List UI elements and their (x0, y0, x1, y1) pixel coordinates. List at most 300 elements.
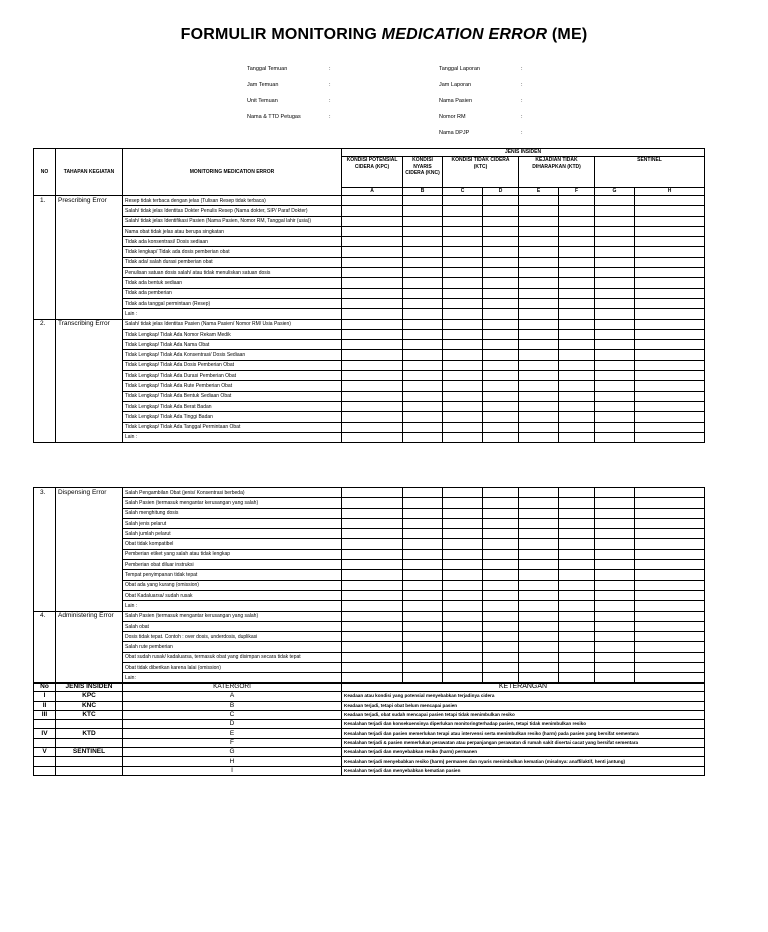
entry-cell[interactable] (595, 580, 635, 590)
entry-cell[interactable] (483, 350, 519, 360)
entry-cell[interactable] (483, 539, 519, 549)
entry-cell[interactable] (403, 278, 443, 288)
entry-cell[interactable] (403, 611, 443, 621)
entry-cell[interactable] (403, 498, 443, 508)
entry-cell[interactable] (342, 268, 403, 278)
entry-cell[interactable] (443, 498, 483, 508)
entry-cell[interactable] (595, 360, 635, 370)
entry-cell[interactable] (483, 642, 519, 652)
entry-cell[interactable] (635, 652, 705, 662)
entry-cell[interactable] (342, 298, 403, 308)
entry-cell[interactable] (342, 237, 403, 247)
entry-cell[interactable] (342, 663, 403, 673)
entry-cell[interactable] (483, 529, 519, 539)
entry-cell[interactable] (635, 570, 705, 580)
entry-cell[interactable] (595, 412, 635, 422)
entry-cell[interactable] (559, 206, 595, 216)
entry-cell[interactable] (483, 278, 519, 288)
entry-cell[interactable] (483, 196, 519, 206)
entry-cell[interactable] (342, 216, 403, 226)
entry-cell[interactable] (342, 288, 403, 298)
entry-cell[interactable] (519, 257, 559, 267)
entry-cell[interactable] (403, 309, 443, 319)
entry-cell[interactable] (403, 642, 443, 652)
entry-cell[interactable] (559, 298, 595, 308)
entry-cell[interactable] (635, 432, 705, 442)
entry-cell[interactable] (559, 632, 595, 642)
entry-cell[interactable] (519, 371, 559, 381)
entry-cell[interactable] (403, 401, 443, 411)
entry-cell[interactable] (635, 319, 705, 329)
entry-cell[interactable] (403, 298, 443, 308)
entry-cell[interactable] (403, 549, 443, 559)
entry-cell[interactable] (519, 518, 559, 528)
entry-cell[interactable] (403, 206, 443, 216)
entry-cell[interactable] (559, 508, 595, 518)
entry-cell[interactable] (559, 401, 595, 411)
entry-cell[interactable] (443, 621, 483, 631)
entry-cell[interactable] (595, 278, 635, 288)
entry-cell[interactable] (635, 237, 705, 247)
entry-cell[interactable] (342, 611, 403, 621)
entry-cell[interactable] (483, 226, 519, 236)
entry-cell[interactable] (483, 288, 519, 298)
entry-cell[interactable] (483, 329, 519, 339)
entry-cell[interactable] (403, 601, 443, 611)
entry-cell[interactable] (635, 268, 705, 278)
entry-cell[interactable] (595, 590, 635, 600)
entry-cell[interactable] (595, 570, 635, 580)
entry-cell[interactable] (483, 247, 519, 257)
entry-cell[interactable] (635, 371, 705, 381)
entry-cell[interactable] (483, 298, 519, 308)
entry-cell[interactable] (519, 560, 559, 570)
entry-cell[interactable] (443, 319, 483, 329)
entry-cell[interactable] (483, 590, 519, 600)
entry-cell[interactable] (342, 498, 403, 508)
entry-cell[interactable] (595, 381, 635, 391)
entry-cell[interactable] (595, 329, 635, 339)
entry-cell[interactable] (635, 412, 705, 422)
entry-cell[interactable] (519, 247, 559, 257)
entry-cell[interactable] (403, 422, 443, 432)
entry-cell[interactable] (483, 560, 519, 570)
entry-cell[interactable] (559, 621, 595, 631)
entry-cell[interactable] (403, 371, 443, 381)
entry-cell[interactable] (519, 549, 559, 559)
entry-cell[interactable] (443, 216, 483, 226)
entry-cell[interactable] (403, 560, 443, 570)
entry-cell[interactable] (483, 237, 519, 247)
entry-cell[interactable] (559, 257, 595, 267)
entry-cell[interactable] (635, 226, 705, 236)
entry-cell[interactable] (559, 488, 595, 498)
entry-cell[interactable] (443, 580, 483, 590)
entry-cell[interactable] (635, 642, 705, 652)
entry-cell[interactable] (595, 652, 635, 662)
entry-cell[interactable] (342, 508, 403, 518)
entry-cell[interactable] (483, 371, 519, 381)
entry-cell[interactable] (595, 196, 635, 206)
entry-cell[interactable] (342, 196, 403, 206)
entry-cell[interactable] (595, 268, 635, 278)
entry-cell[interactable] (595, 539, 635, 549)
entry-cell[interactable] (559, 329, 595, 339)
entry-cell[interactable] (635, 360, 705, 370)
entry-cell[interactable] (342, 590, 403, 600)
entry-cell[interactable] (595, 488, 635, 498)
entry-cell[interactable] (342, 580, 403, 590)
entry-cell[interactable] (595, 257, 635, 267)
entry-cell[interactable] (595, 226, 635, 236)
entry-cell[interactable] (403, 570, 443, 580)
entry-cell[interactable] (559, 391, 595, 401)
entry-cell[interactable] (342, 652, 403, 662)
entry-cell[interactable] (635, 340, 705, 350)
entry-cell[interactable] (443, 206, 483, 216)
entry-cell[interactable] (595, 432, 635, 442)
entry-cell[interactable] (483, 412, 519, 422)
entry-cell[interactable] (519, 309, 559, 319)
entry-cell[interactable] (519, 580, 559, 590)
entry-cell[interactable] (403, 580, 443, 590)
entry-cell[interactable] (403, 288, 443, 298)
entry-cell[interactable] (342, 539, 403, 549)
entry-cell[interactable] (443, 529, 483, 539)
entry-cell[interactable] (595, 508, 635, 518)
entry-cell[interactable] (403, 518, 443, 528)
entry-cell[interactable] (635, 488, 705, 498)
entry-cell[interactable] (595, 642, 635, 652)
entry-cell[interactable] (443, 350, 483, 360)
entry-cell[interactable] (483, 401, 519, 411)
entry-cell[interactable] (559, 611, 595, 621)
entry-cell[interactable] (595, 319, 635, 329)
entry-cell[interactable] (342, 601, 403, 611)
entry-cell[interactable] (342, 226, 403, 236)
entry-cell[interactable] (519, 508, 559, 518)
entry-cell[interactable] (403, 412, 443, 422)
entry-cell[interactable] (403, 391, 443, 401)
entry-cell[interactable] (443, 601, 483, 611)
entry-cell[interactable] (403, 621, 443, 631)
entry-cell[interactable] (595, 206, 635, 216)
entry-cell[interactable] (635, 288, 705, 298)
entry-cell[interactable] (559, 560, 595, 570)
entry-cell[interactable] (635, 350, 705, 360)
entry-cell[interactable] (483, 518, 519, 528)
entry-cell[interactable] (519, 422, 559, 432)
entry-cell[interactable] (342, 529, 403, 539)
entry-cell[interactable] (559, 226, 595, 236)
entry-cell[interactable] (342, 560, 403, 570)
entry-cell[interactable] (403, 319, 443, 329)
entry-cell[interactable] (443, 570, 483, 580)
entry-cell[interactable] (342, 549, 403, 559)
entry-cell[interactable] (595, 601, 635, 611)
entry-cell[interactable] (443, 247, 483, 257)
entry-cell[interactable] (483, 498, 519, 508)
entry-cell[interactable] (403, 663, 443, 673)
entry-cell[interactable] (559, 278, 595, 288)
entry-cell[interactable] (403, 257, 443, 267)
entry-cell[interactable] (519, 196, 559, 206)
entry-cell[interactable] (483, 663, 519, 673)
entry-cell[interactable] (342, 371, 403, 381)
entry-cell[interactable] (519, 601, 559, 611)
entry-cell[interactable] (559, 580, 595, 590)
entry-cell[interactable] (342, 632, 403, 642)
entry-cell[interactable] (443, 268, 483, 278)
entry-cell[interactable] (559, 570, 595, 580)
entry-cell[interactable] (519, 498, 559, 508)
entry-cell[interactable] (342, 278, 403, 288)
entry-cell[interactable] (443, 196, 483, 206)
entry-cell[interactable] (559, 642, 595, 652)
entry-cell[interactable] (559, 319, 595, 329)
entry-cell[interactable] (519, 298, 559, 308)
entry-cell[interactable] (443, 329, 483, 339)
entry-cell[interactable] (443, 371, 483, 381)
entry-cell[interactable] (635, 560, 705, 570)
entry-cell[interactable] (595, 340, 635, 350)
entry-cell[interactable] (443, 298, 483, 308)
entry-cell[interactable] (403, 247, 443, 257)
entry-cell[interactable] (403, 539, 443, 549)
entry-cell[interactable] (519, 570, 559, 580)
entry-cell[interactable] (595, 549, 635, 559)
entry-cell[interactable] (635, 401, 705, 411)
entry-cell[interactable] (519, 350, 559, 360)
entry-cell[interactable] (559, 601, 595, 611)
entry-cell[interactable] (635, 278, 705, 288)
entry-cell[interactable] (403, 216, 443, 226)
entry-cell[interactable] (443, 309, 483, 319)
entry-cell[interactable] (342, 319, 403, 329)
entry-cell[interactable] (635, 663, 705, 673)
entry-cell[interactable] (342, 518, 403, 528)
entry-cell[interactable] (519, 642, 559, 652)
entry-cell[interactable] (443, 340, 483, 350)
entry-cell[interactable] (559, 590, 595, 600)
entry-cell[interactable] (595, 560, 635, 570)
entry-cell[interactable] (443, 360, 483, 370)
entry-cell[interactable] (595, 237, 635, 247)
entry-cell[interactable] (559, 309, 595, 319)
entry-cell[interactable] (443, 611, 483, 621)
entry-cell[interactable] (483, 319, 519, 329)
entry-cell[interactable] (403, 340, 443, 350)
entry-cell[interactable] (635, 391, 705, 401)
entry-cell[interactable] (595, 621, 635, 631)
entry-cell[interactable] (342, 422, 403, 432)
entry-cell[interactable] (519, 590, 559, 600)
entry-cell[interactable] (483, 632, 519, 642)
entry-cell[interactable] (443, 560, 483, 570)
entry-cell[interactable] (595, 216, 635, 226)
entry-cell[interactable] (443, 288, 483, 298)
entry-cell[interactable] (483, 391, 519, 401)
entry-cell[interactable] (635, 621, 705, 631)
entry-cell[interactable] (559, 247, 595, 257)
entry-cell[interactable] (559, 216, 595, 226)
entry-cell[interactable] (519, 621, 559, 631)
entry-cell[interactable] (483, 206, 519, 216)
entry-cell[interactable] (443, 508, 483, 518)
entry-cell[interactable] (635, 580, 705, 590)
entry-cell[interactable] (483, 268, 519, 278)
entry-cell[interactable] (342, 206, 403, 216)
entry-cell[interactable] (635, 381, 705, 391)
entry-cell[interactable] (519, 401, 559, 411)
entry-cell[interactable] (342, 391, 403, 401)
entry-cell[interactable] (443, 518, 483, 528)
entry-cell[interactable] (559, 422, 595, 432)
entry-cell[interactable] (519, 216, 559, 226)
entry-cell[interactable] (443, 412, 483, 422)
entry-cell[interactable] (559, 381, 595, 391)
entry-cell[interactable] (443, 391, 483, 401)
entry-cell[interactable] (595, 309, 635, 319)
entry-cell[interactable] (483, 601, 519, 611)
entry-cell[interactable] (483, 381, 519, 391)
entry-cell[interactable] (559, 549, 595, 559)
entry-cell[interactable] (443, 590, 483, 600)
entry-cell[interactable] (559, 518, 595, 528)
entry-cell[interactable] (342, 340, 403, 350)
entry-cell[interactable] (559, 498, 595, 508)
entry-cell[interactable] (635, 329, 705, 339)
entry-cell[interactable] (403, 508, 443, 518)
entry-cell[interactable] (342, 642, 403, 652)
entry-cell[interactable] (342, 309, 403, 319)
entry-cell[interactable] (403, 350, 443, 360)
entry-cell[interactable] (483, 340, 519, 350)
entry-cell[interactable] (519, 611, 559, 621)
entry-cell[interactable] (403, 432, 443, 442)
entry-cell[interactable] (595, 350, 635, 360)
entry-cell[interactable] (443, 652, 483, 662)
entry-cell[interactable] (559, 432, 595, 442)
entry-cell[interactable] (635, 206, 705, 216)
entry-cell[interactable] (519, 329, 559, 339)
entry-cell[interactable] (595, 632, 635, 642)
entry-cell[interactable] (443, 237, 483, 247)
entry-cell[interactable] (342, 257, 403, 267)
entry-cell[interactable] (342, 381, 403, 391)
entry-cell[interactable] (342, 350, 403, 360)
entry-cell[interactable] (403, 590, 443, 600)
entry-cell[interactable] (595, 422, 635, 432)
entry-cell[interactable] (483, 611, 519, 621)
entry-cell[interactable] (559, 371, 595, 381)
entry-cell[interactable] (403, 268, 443, 278)
entry-cell[interactable] (635, 257, 705, 267)
entry-cell[interactable] (595, 529, 635, 539)
entry-cell[interactable] (443, 663, 483, 673)
entry-cell[interactable] (403, 529, 443, 539)
entry-cell[interactable] (635, 518, 705, 528)
entry-cell[interactable] (483, 432, 519, 442)
entry-cell[interactable] (443, 278, 483, 288)
entry-cell[interactable] (342, 360, 403, 370)
entry-cell[interactable] (595, 518, 635, 528)
entry-cell[interactable] (595, 401, 635, 411)
entry-cell[interactable] (342, 570, 403, 580)
entry-cell[interactable] (443, 642, 483, 652)
entry-cell[interactable] (519, 412, 559, 422)
entry-cell[interactable] (342, 621, 403, 631)
entry-cell[interactable] (635, 508, 705, 518)
entry-cell[interactable] (519, 360, 559, 370)
entry-cell[interactable] (342, 432, 403, 442)
entry-cell[interactable] (519, 268, 559, 278)
entry-cell[interactable] (559, 412, 595, 422)
entry-cell[interactable] (483, 257, 519, 267)
entry-cell[interactable] (635, 498, 705, 508)
entry-cell[interactable] (595, 498, 635, 508)
entry-cell[interactable] (443, 226, 483, 236)
entry-cell[interactable] (559, 350, 595, 360)
entry-cell[interactable] (635, 611, 705, 621)
entry-cell[interactable] (443, 632, 483, 642)
entry-cell[interactable] (559, 663, 595, 673)
entry-cell[interactable] (483, 570, 519, 580)
entry-cell[interactable] (519, 206, 559, 216)
entry-cell[interactable] (519, 432, 559, 442)
entry-cell[interactable] (342, 329, 403, 339)
entry-cell[interactable] (595, 611, 635, 621)
entry-cell[interactable] (519, 340, 559, 350)
entry-cell[interactable] (559, 288, 595, 298)
entry-cell[interactable] (519, 632, 559, 642)
entry-cell[interactable] (635, 601, 705, 611)
entry-cell[interactable] (403, 488, 443, 498)
entry-cell[interactable] (559, 360, 595, 370)
entry-cell[interactable] (403, 652, 443, 662)
entry-cell[interactable] (519, 488, 559, 498)
entry-cell[interactable] (483, 360, 519, 370)
entry-cell[interactable] (559, 340, 595, 350)
entry-cell[interactable] (483, 549, 519, 559)
entry-cell[interactable] (595, 391, 635, 401)
entry-cell[interactable] (559, 529, 595, 539)
entry-cell[interactable] (519, 237, 559, 247)
entry-cell[interactable] (519, 391, 559, 401)
entry-cell[interactable] (483, 422, 519, 432)
entry-cell[interactable] (519, 226, 559, 236)
entry-cell[interactable] (635, 309, 705, 319)
entry-cell[interactable] (443, 488, 483, 498)
entry-cell[interactable] (635, 632, 705, 642)
entry-cell[interactable] (443, 432, 483, 442)
entry-cell[interactable] (559, 652, 595, 662)
entry-cell[interactable] (635, 247, 705, 257)
entry-cell[interactable] (443, 549, 483, 559)
entry-cell[interactable] (635, 539, 705, 549)
entry-cell[interactable] (519, 278, 559, 288)
entry-cell[interactable] (483, 508, 519, 518)
entry-cell[interactable] (595, 663, 635, 673)
entry-cell[interactable] (403, 226, 443, 236)
entry-cell[interactable] (519, 652, 559, 662)
entry-cell[interactable] (519, 663, 559, 673)
entry-cell[interactable] (443, 381, 483, 391)
entry-cell[interactable] (483, 216, 519, 226)
entry-cell[interactable] (483, 309, 519, 319)
entry-cell[interactable] (519, 539, 559, 549)
entry-cell[interactable] (342, 247, 403, 257)
